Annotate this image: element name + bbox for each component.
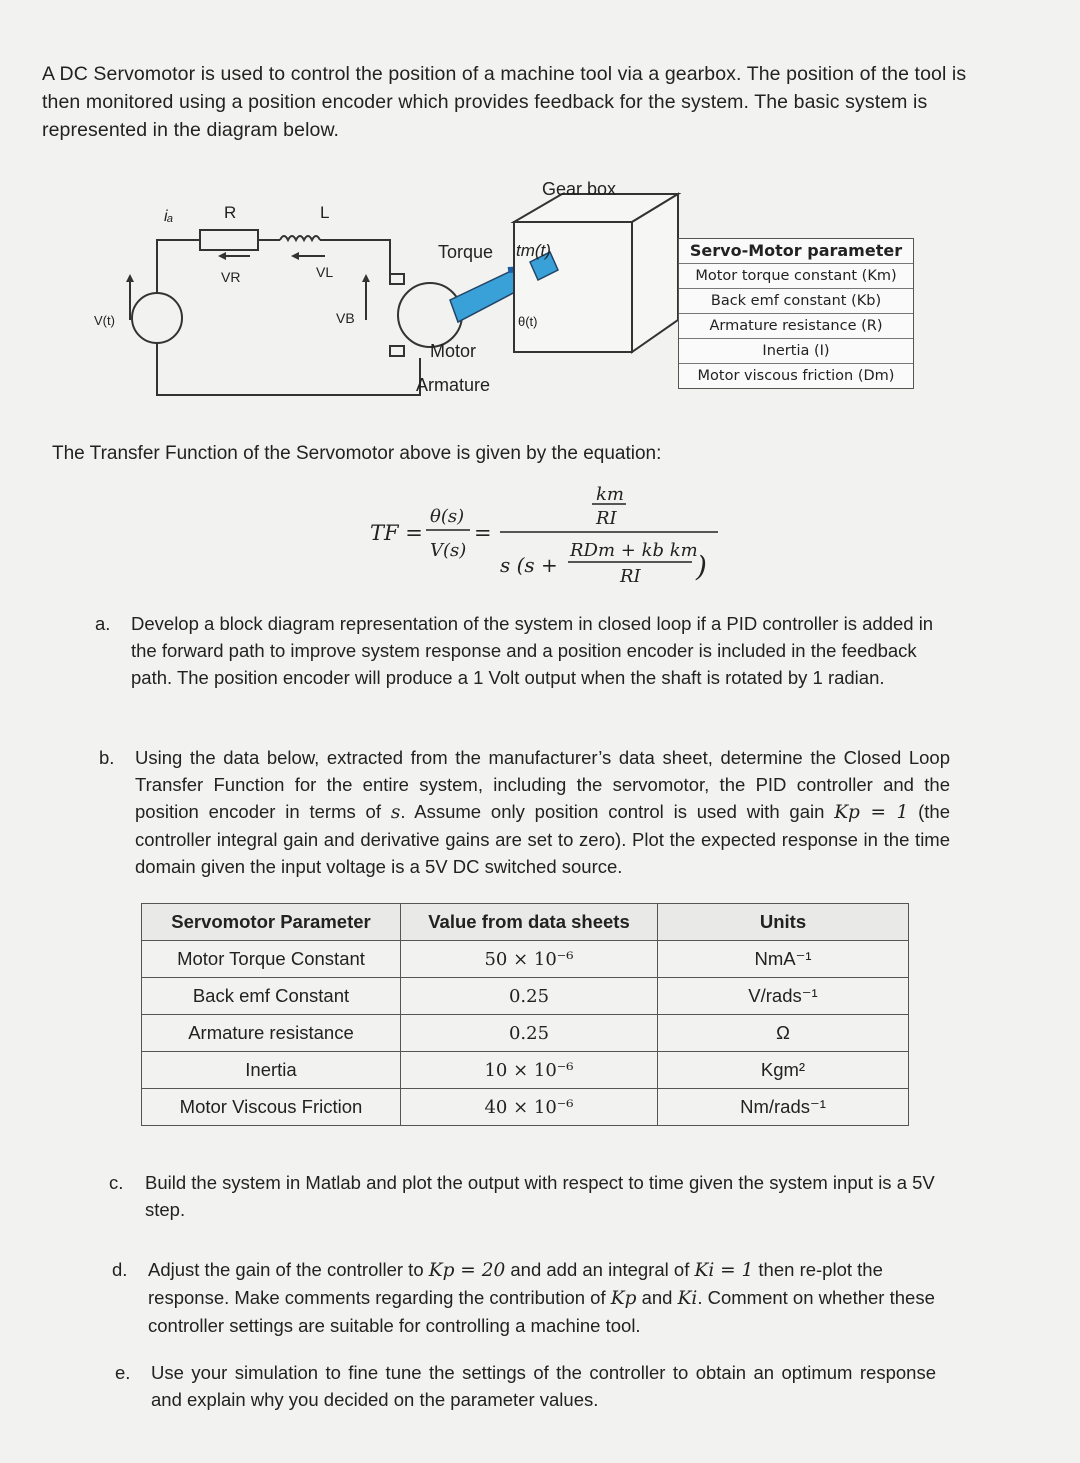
question-d-text-2: and add an integral of	[510, 1259, 690, 1280]
eq-den-close: )	[696, 550, 707, 583]
source-voltage-label: V(t)	[94, 313, 115, 328]
eq-equals: =	[474, 521, 492, 545]
armature-label: Armature	[416, 375, 491, 395]
servo-parameter-item: Inertia (I)	[679, 339, 913, 364]
servo-parameter-item: Armature resistance (R)	[679, 314, 913, 339]
table-row	[142, 978, 909, 1015]
question-a	[95, 610, 961, 691]
question-d-text-4: . Comment on whether these controller settings are suitable for controlling a machine tool.	[148, 1287, 935, 1336]
question-d-kp: Kp = 20	[428, 1260, 506, 1281]
servomotor-parameter-table	[141, 903, 909, 1126]
question-d-text-3: then re-plot the response. Make comments regarding the contribution of	[148, 1259, 883, 1308]
intro-paragraph: A DC Servomotor is used to control the position of a machine tool via a gearbox. The position of the tool is then monitored using a position encoder which provides feedback for the system. The basic system is represented in the diagram below.	[42, 63, 967, 141]
servo-parameter-box	[678, 238, 914, 389]
table-cell-units: Ω	[658, 1015, 909, 1052]
table-cell-parameter: Armature resistance	[142, 1015, 401, 1052]
table-cell-units: Kgm²	[658, 1052, 909, 1089]
servo-parameter-item: Back emf constant (Kb)	[679, 289, 913, 314]
question-d-label: d.	[112, 1259, 128, 1280]
eq-num-top: km	[596, 484, 624, 505]
table-cell-units: V/rads⁻¹	[658, 978, 909, 1015]
table-row	[142, 1052, 909, 1089]
inductor-label: L	[320, 203, 330, 222]
motor-label: Motor	[430, 341, 477, 361]
table-header-units: Units	[658, 904, 909, 941]
question-c-label: c.	[109, 1172, 124, 1193]
question-b-s: s	[390, 802, 401, 823]
eq-den-inner-bot: RI	[620, 566, 641, 587]
question-e	[115, 1359, 936, 1413]
table-cell-parameter: Back emf Constant	[142, 978, 401, 1015]
question-c	[109, 1169, 945, 1223]
servo-parameter-item: Motor torque constant (Km)	[679, 264, 913, 289]
eq-num-bot: RI	[596, 508, 617, 529]
table-cell-value: 10 × 10⁻⁶	[401, 1052, 658, 1089]
resistor-label: R	[224, 203, 237, 222]
question-e-text: Use your simulation to fine tune the settings of the controller to obtain an optimum response and explain why you decided on the parameter values.	[151, 1362, 936, 1410]
table-header-value: Value from data sheets	[401, 904, 658, 941]
table-cell-parameter: Inertia	[142, 1052, 401, 1089]
table-row	[142, 1015, 909, 1052]
servo-parameter-header: Servo-Motor parameter	[679, 239, 913, 264]
table-cell-value: 0.25	[401, 978, 658, 1015]
question-d-text-1: Adjust the gain of the controller to	[148, 1259, 424, 1280]
tf-intro-text: The Transfer Function of the Servomotor above is given by the equation:	[52, 443, 662, 464]
eq-ratio-den: V(s)	[430, 540, 467, 561]
question-d-and: and	[641, 1287, 673, 1308]
table-cell-parameter: Motor Viscous Friction	[142, 1089, 401, 1126]
tm-label: tm(t)	[516, 241, 551, 260]
table-header-parameter: Servomotor Parameter	[142, 904, 401, 941]
table-cell-value: 0.25	[401, 1015, 658, 1052]
question-d	[112, 1256, 943, 1339]
table-header-row	[142, 904, 909, 941]
question-e-label: e.	[115, 1362, 131, 1383]
eq-den-prefix: s (s +	[500, 553, 558, 577]
table-cell-value: 50 × 10⁻⁶	[401, 941, 658, 978]
table-cell-parameter: Motor Torque Constant	[142, 941, 401, 978]
eq-den-inner-top: RDm + kb km	[570, 540, 698, 561]
current-label: iₐ	[164, 208, 174, 225]
theta-label: θ(t)	[518, 314, 538, 329]
question-a-text: Develop a block diagram representation of the system in closed loop if a PID controller is added in the forward path to improve system response and a position encoder is included in the feedback path. The position encoder will produce a 1 Volt output when the shaft is rotated by 1 radian.	[131, 613, 934, 688]
question-b-text-1: Using the data below, extracted from the manufacturer’s data sheet, determine the Closed Loop Transfer Function for the entire system, including the servomotor, the PID controller and the position encoder in terms of	[135, 747, 950, 822]
vr-label: VR	[221, 269, 241, 285]
voltage-source-symbol	[132, 293, 182, 343]
table-cell-units: NmA⁻¹	[658, 941, 909, 978]
question-b-text-3: (the controller integral gain and derivative gains are set to zero). Plot the expected response in the time domain given the input voltage is a 5V DC switched source.	[135, 801, 951, 877]
question-d-kp-ref: Kp	[610, 1288, 637, 1309]
motor-symbol	[398, 283, 462, 347]
question-b	[99, 744, 951, 880]
vb-label: VB	[336, 310, 355, 326]
table-row	[142, 1089, 909, 1126]
question-b-text-2: . Assume only position control is used with gain	[400, 801, 825, 822]
question-b-label: b.	[99, 747, 115, 768]
question-d-ki-ref: Ki	[677, 1288, 698, 1309]
question-b-kp: Kp = 1	[834, 802, 909, 823]
torque-label: Torque	[438, 242, 494, 262]
gearbox-label: Gear box	[542, 179, 617, 199]
table-cell-value: 40 × 10⁻⁶	[401, 1089, 658, 1126]
table-row	[142, 941, 909, 978]
question-d-ki: Ki = 1	[694, 1260, 754, 1281]
servo-parameter-item: Motor viscous friction (Dm)	[697, 368, 895, 384]
eq-ratio-num: θ(s)	[430, 506, 465, 527]
table-cell-units: Nm/rads⁻¹	[658, 1089, 909, 1126]
vl-label: VL	[316, 264, 334, 280]
question-a-label: a.	[95, 613, 111, 634]
transfer-function-equation	[360, 480, 760, 590]
eq-lhs: TF =	[370, 521, 423, 545]
question-c-text: Build the system in Matlab and plot the output with respect to time given the system input is a 5V step.	[145, 1172, 935, 1220]
